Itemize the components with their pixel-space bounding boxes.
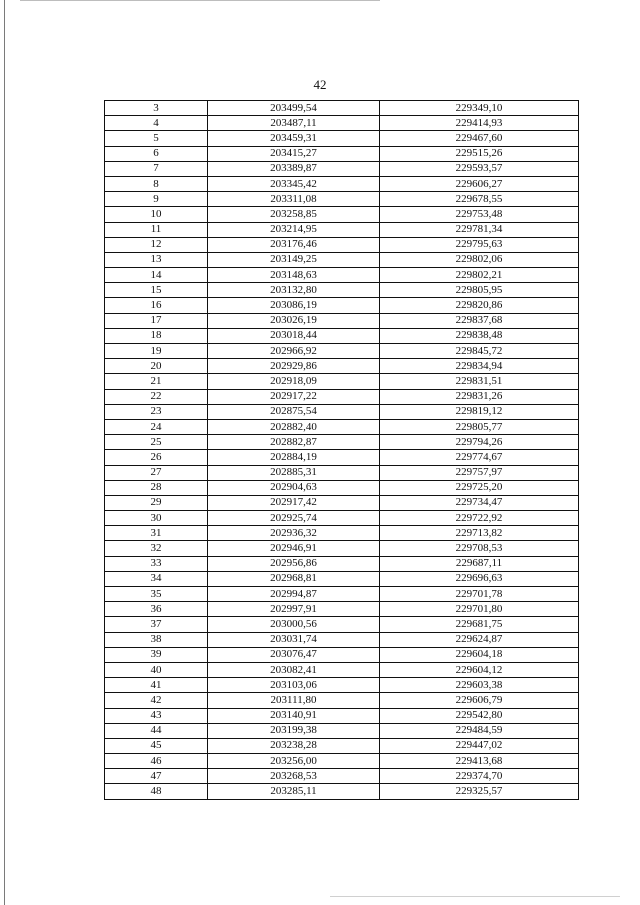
x-coordinate-cell: 203076,47 [208, 647, 380, 662]
point-number-cell: 4 [105, 116, 208, 131]
point-number-cell: 47 [105, 769, 208, 784]
y-coordinate-cell: 229604,18 [380, 647, 579, 662]
y-coordinate-cell: 229834,94 [380, 359, 579, 374]
y-coordinate-cell: 229413,68 [380, 754, 579, 769]
y-coordinate-cell: 229725,20 [380, 480, 579, 495]
point-number-cell: 22 [105, 389, 208, 404]
table-row [105, 237, 579, 252]
coordinates-table [104, 100, 579, 800]
y-coordinate-cell: 229713,82 [380, 526, 579, 541]
x-coordinate-cell: 203031,74 [208, 632, 380, 647]
y-coordinate-cell: 229831,26 [380, 389, 579, 404]
point-number-cell: 21 [105, 374, 208, 389]
x-coordinate-cell: 202918,09 [208, 374, 380, 389]
y-coordinate-cell: 229678,55 [380, 192, 579, 207]
y-coordinate-cell: 229606,79 [380, 693, 579, 708]
x-coordinate-cell: 203285,11 [208, 784, 380, 799]
x-coordinate-cell: 202929,86 [208, 359, 380, 374]
x-coordinate-cell: 202917,22 [208, 389, 380, 404]
point-number-cell: 19 [105, 344, 208, 359]
point-number-cell: 31 [105, 526, 208, 541]
table-row [105, 784, 579, 799]
x-coordinate-cell: 203389,87 [208, 161, 380, 176]
table-row [105, 192, 579, 207]
table-row [105, 541, 579, 556]
point-number-cell: 5 [105, 131, 208, 146]
point-number-cell: 13 [105, 252, 208, 267]
x-coordinate-cell: 203268,53 [208, 769, 380, 784]
x-coordinate-cell: 203487,11 [208, 116, 380, 131]
point-number-cell: 35 [105, 587, 208, 602]
y-coordinate-cell: 229603,38 [380, 678, 579, 693]
y-coordinate-cell: 229606,27 [380, 176, 579, 191]
y-coordinate-cell: 229604,12 [380, 662, 579, 677]
point-number-cell: 29 [105, 495, 208, 510]
point-number-cell: 41 [105, 678, 208, 693]
point-number-cell: 12 [105, 237, 208, 252]
table-row [105, 693, 579, 708]
point-number-cell: 46 [105, 754, 208, 769]
x-coordinate-cell: 202966,92 [208, 344, 380, 359]
x-coordinate-cell: 202885,31 [208, 465, 380, 480]
left-scan-edge [4, 0, 5, 905]
point-number-cell: 15 [105, 283, 208, 298]
x-coordinate-cell: 202875,54 [208, 404, 380, 419]
coordinates-table-body [105, 101, 579, 800]
point-number-cell: 37 [105, 617, 208, 632]
x-coordinate-cell: 203238,28 [208, 738, 380, 753]
table-row [105, 511, 579, 526]
point-number-cell: 42 [105, 693, 208, 708]
table-row [105, 161, 579, 176]
y-coordinate-cell: 229819,12 [380, 404, 579, 419]
y-coordinate-cell: 229831,51 [380, 374, 579, 389]
table-row [105, 252, 579, 267]
table-row [105, 480, 579, 495]
point-number-cell: 24 [105, 419, 208, 434]
table-row [105, 769, 579, 784]
y-coordinate-cell: 229805,95 [380, 283, 579, 298]
table-row [105, 116, 579, 131]
y-coordinate-cell: 229467,60 [380, 131, 579, 146]
table-row [105, 268, 579, 283]
point-number-cell: 10 [105, 207, 208, 222]
table-row [105, 495, 579, 510]
table-row [105, 617, 579, 632]
y-coordinate-cell: 229757,97 [380, 465, 579, 480]
y-coordinate-cell: 229781,34 [380, 222, 579, 237]
point-number-cell: 16 [105, 298, 208, 313]
table-row [105, 602, 579, 617]
x-coordinate-cell: 203082,41 [208, 662, 380, 677]
point-number-cell: 17 [105, 313, 208, 328]
x-coordinate-cell: 203026,19 [208, 313, 380, 328]
table-row [105, 404, 579, 419]
y-coordinate-cell: 229838,48 [380, 328, 579, 343]
table-row [105, 708, 579, 723]
point-number-cell: 27 [105, 465, 208, 480]
table-row [105, 465, 579, 480]
table-row [105, 359, 579, 374]
x-coordinate-cell: 203499,54 [208, 101, 380, 116]
table-row [105, 647, 579, 662]
table-row [105, 222, 579, 237]
y-coordinate-cell: 229722,92 [380, 511, 579, 526]
bottom-scan-rule [330, 896, 620, 897]
x-coordinate-cell: 202884,19 [208, 450, 380, 465]
y-coordinate-cell: 229794,26 [380, 435, 579, 450]
x-coordinate-cell: 203214,95 [208, 222, 380, 237]
y-coordinate-cell: 229349,10 [380, 101, 579, 116]
page-number: 42 [313, 77, 327, 92]
y-coordinate-cell: 229805,77 [380, 419, 579, 434]
point-number-cell: 45 [105, 738, 208, 753]
top-scan-rule [20, 0, 380, 1]
y-coordinate-cell: 229734,47 [380, 495, 579, 510]
y-coordinate-cell: 229753,48 [380, 207, 579, 222]
point-number-cell: 30 [105, 511, 208, 526]
x-coordinate-cell: 202904,63 [208, 480, 380, 495]
point-number-cell: 18 [105, 328, 208, 343]
x-coordinate-cell: 202946,91 [208, 541, 380, 556]
x-coordinate-cell: 202994,87 [208, 587, 380, 602]
point-number-cell: 43 [105, 708, 208, 723]
y-coordinate-cell: 229414,93 [380, 116, 579, 131]
table-row [105, 389, 579, 404]
table-row [105, 678, 579, 693]
x-coordinate-cell: 203132,80 [208, 283, 380, 298]
point-number-cell: 7 [105, 161, 208, 176]
x-coordinate-cell: 202997,91 [208, 602, 380, 617]
table-row [105, 298, 579, 313]
y-coordinate-cell: 229325,57 [380, 784, 579, 799]
x-coordinate-cell: 203018,44 [208, 328, 380, 343]
point-number-cell: 39 [105, 647, 208, 662]
y-coordinate-cell: 229696,63 [380, 571, 579, 586]
table-row [105, 207, 579, 222]
x-coordinate-cell: 203000,56 [208, 617, 380, 632]
table-row [105, 450, 579, 465]
table-row [105, 176, 579, 191]
point-number-cell: 14 [105, 268, 208, 283]
x-coordinate-cell: 203148,63 [208, 268, 380, 283]
y-coordinate-cell: 229701,80 [380, 602, 579, 617]
table-row [105, 328, 579, 343]
point-number-cell: 34 [105, 571, 208, 586]
x-coordinate-cell: 203256,00 [208, 754, 380, 769]
point-number-cell: 20 [105, 359, 208, 374]
table-row [105, 587, 579, 602]
x-coordinate-cell: 203149,25 [208, 252, 380, 267]
y-coordinate-cell: 229542,80 [380, 708, 579, 723]
table-row [105, 754, 579, 769]
x-coordinate-cell: 203111,80 [208, 693, 380, 708]
x-coordinate-cell: 202925,74 [208, 511, 380, 526]
x-coordinate-cell: 203103,06 [208, 678, 380, 693]
point-number-cell: 36 [105, 602, 208, 617]
y-coordinate-cell: 229593,57 [380, 161, 579, 176]
table-row [105, 632, 579, 647]
point-number-cell: 11 [105, 222, 208, 237]
y-coordinate-cell: 229515,26 [380, 146, 579, 161]
x-coordinate-cell: 203459,31 [208, 131, 380, 146]
table-row [105, 662, 579, 677]
point-number-cell: 44 [105, 723, 208, 738]
table-row [105, 131, 579, 146]
y-coordinate-cell: 229484,59 [380, 723, 579, 738]
x-coordinate-cell: 202936,32 [208, 526, 380, 541]
table-row [105, 344, 579, 359]
point-number-cell: 32 [105, 541, 208, 556]
x-coordinate-cell: 202882,87 [208, 435, 380, 450]
y-coordinate-cell: 229701,78 [380, 587, 579, 602]
x-coordinate-cell: 203140,91 [208, 708, 380, 723]
table-row [105, 435, 579, 450]
x-coordinate-cell: 203345,42 [208, 176, 380, 191]
point-number-cell: 6 [105, 146, 208, 161]
point-number-cell: 9 [105, 192, 208, 207]
point-number-cell: 8 [105, 176, 208, 191]
x-coordinate-cell: 203199,38 [208, 723, 380, 738]
point-number-cell: 26 [105, 450, 208, 465]
x-coordinate-cell: 202917,42 [208, 495, 380, 510]
point-number-cell: 28 [105, 480, 208, 495]
table-row [105, 313, 579, 328]
x-coordinate-cell: 203176,46 [208, 237, 380, 252]
y-coordinate-cell: 229802,06 [380, 252, 579, 267]
y-coordinate-cell: 229820,86 [380, 298, 579, 313]
x-coordinate-cell: 203258,85 [208, 207, 380, 222]
table-row [105, 526, 579, 541]
y-coordinate-cell: 229624,87 [380, 632, 579, 647]
table-row [105, 374, 579, 389]
y-coordinate-cell: 229837,68 [380, 313, 579, 328]
y-coordinate-cell: 229708,53 [380, 541, 579, 556]
point-number-cell: 48 [105, 784, 208, 799]
table-row [105, 738, 579, 753]
x-coordinate-cell: 203311,08 [208, 192, 380, 207]
y-coordinate-cell: 229687,11 [380, 556, 579, 571]
y-coordinate-cell: 229845,72 [380, 344, 579, 359]
point-number-cell: 40 [105, 662, 208, 677]
x-coordinate-cell: 202882,40 [208, 419, 380, 434]
y-coordinate-cell: 229374,70 [380, 769, 579, 784]
x-coordinate-cell: 202968,81 [208, 571, 380, 586]
point-number-cell: 3 [105, 101, 208, 116]
point-number-cell: 33 [105, 556, 208, 571]
x-coordinate-cell: 203415,27 [208, 146, 380, 161]
y-coordinate-cell: 229681,75 [380, 617, 579, 632]
table-row [105, 419, 579, 434]
point-number-cell: 23 [105, 404, 208, 419]
x-coordinate-cell: 203086,19 [208, 298, 380, 313]
table-row [105, 283, 579, 298]
point-number-cell: 25 [105, 435, 208, 450]
point-number-cell: 38 [105, 632, 208, 647]
y-coordinate-cell: 229774,67 [380, 450, 579, 465]
x-coordinate-cell: 202956,86 [208, 556, 380, 571]
y-coordinate-cell: 229447,02 [380, 738, 579, 753]
table-row [105, 101, 579, 116]
y-coordinate-cell: 229802,21 [380, 268, 579, 283]
table-row [105, 556, 579, 571]
table-row [105, 723, 579, 738]
table-row [105, 571, 579, 586]
y-coordinate-cell: 229795,63 [380, 237, 579, 252]
table-row [105, 146, 579, 161]
